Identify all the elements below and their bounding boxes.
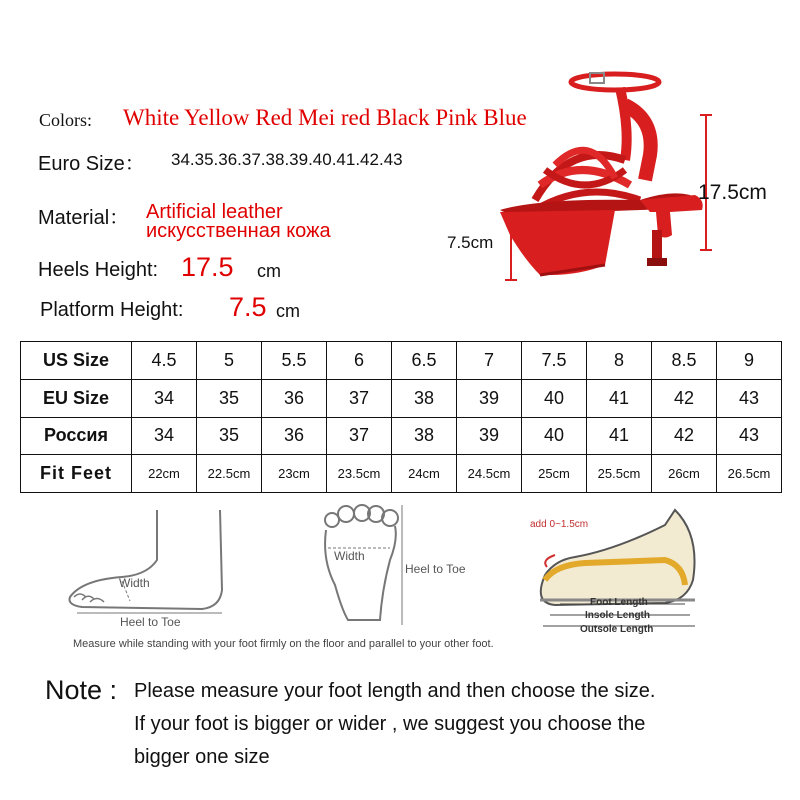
note-line-3: bigger one size bbox=[134, 746, 270, 768]
size-cell: 22cm bbox=[132, 455, 197, 493]
insole-length-label: Insole Length bbox=[585, 610, 650, 621]
heels-height-label: Heels Height: bbox=[38, 259, 159, 281]
side-width-label: Width bbox=[119, 576, 150, 590]
measure-caption: Measure while standing with your foot firmly on the floor and parallel to your other foot. bbox=[73, 638, 494, 650]
size-cell: 25.5cm bbox=[587, 455, 652, 493]
size-cell: 38 bbox=[392, 379, 457, 417]
size-cell: 7.5 bbox=[522, 342, 587, 380]
size-cell: 37 bbox=[327, 379, 392, 417]
material-value-en: Artificial leather bbox=[146, 201, 283, 223]
size-cell: 23.5cm bbox=[327, 455, 392, 493]
size-cell: 42 bbox=[652, 379, 717, 417]
ankle-strap bbox=[571, 74, 659, 90]
size-cell: 22.5cm bbox=[197, 455, 262, 493]
size-cell: 39 bbox=[457, 379, 522, 417]
size-cell: 24.5cm bbox=[457, 455, 522, 493]
heels-height-value: 17.5 bbox=[181, 252, 234, 282]
size-cell: 26.5cm bbox=[717, 455, 782, 493]
size-cell: 6 bbox=[327, 342, 392, 380]
size-cell: 41 bbox=[587, 379, 652, 417]
note-label: Note : bbox=[45, 675, 118, 705]
size-cell: 5 bbox=[197, 342, 262, 380]
size-table-row bbox=[21, 455, 782, 493]
size-cell: 35 bbox=[197, 417, 262, 455]
size-cell: 38 bbox=[392, 417, 457, 455]
size-cell: 25cm bbox=[522, 455, 587, 493]
heel bbox=[640, 195, 703, 238]
note-line-2: If your foot is bigger or wider , we suggest you choose the bbox=[134, 713, 646, 735]
size-cell: 39 bbox=[457, 417, 522, 455]
size-cell: 5.5 bbox=[262, 342, 327, 380]
foot-length-label: Foot Length bbox=[590, 597, 648, 608]
size-cell: 43 bbox=[717, 379, 782, 417]
size-cell: 9 bbox=[717, 342, 782, 380]
size-table bbox=[20, 341, 782, 493]
size-cell: 7 bbox=[457, 342, 522, 380]
euro-size-label: Euro Size： bbox=[38, 153, 145, 175]
top-width-label: Width bbox=[334, 549, 365, 563]
size-row-header: US Size bbox=[21, 342, 132, 380]
size-cell: 36 bbox=[262, 379, 327, 417]
side-view-foot-diagram bbox=[62, 505, 247, 635]
euro-size-value: 34.35.36.37.38.39.40.41.42.43 bbox=[171, 150, 403, 169]
size-cell: 6.5 bbox=[392, 342, 457, 380]
total-height-label: 17.5cm bbox=[698, 181, 767, 204]
size-cell: 37 bbox=[327, 417, 392, 455]
colors-label: Colors: bbox=[39, 110, 93, 130]
size-cell: 34 bbox=[132, 379, 197, 417]
size-cell: 42 bbox=[652, 417, 717, 455]
add-length-note: add 0~1.5cm bbox=[530, 519, 589, 530]
size-cell: 40 bbox=[522, 379, 587, 417]
platform-height-unit: cm bbox=[276, 301, 300, 321]
size-row-header: Россия bbox=[21, 417, 132, 455]
size-cell: 40 bbox=[522, 417, 587, 455]
product-image-red-platform-heel bbox=[440, 60, 790, 290]
side-heel-to-toe-label: Heel to Toe bbox=[120, 615, 181, 629]
size-cell: 35 bbox=[197, 379, 262, 417]
size-cell: 43 bbox=[717, 417, 782, 455]
size-cell: 4.5 bbox=[132, 342, 197, 380]
size-table-row bbox=[21, 417, 782, 455]
heels-height-unit: cm bbox=[257, 261, 281, 281]
size-cell: 26cm bbox=[652, 455, 717, 493]
size-cell: 41 bbox=[587, 417, 652, 455]
size-row-header: EU Size bbox=[21, 379, 132, 417]
material-value-ru: искусственная кожа bbox=[146, 220, 331, 242]
top-view-foot-diagram bbox=[310, 500, 490, 635]
material-label: Material： bbox=[38, 207, 130, 229]
outsole-length-label: Outsole Length bbox=[580, 624, 654, 635]
size-table-row bbox=[21, 342, 782, 380]
size-cell: 24cm bbox=[392, 455, 457, 493]
colors-value: White Yellow Red Mei red Black Pink Blue bbox=[123, 105, 527, 130]
shoe-length-diagram bbox=[515, 505, 715, 635]
size-cell: 23cm bbox=[262, 455, 327, 493]
size-cell: 36 bbox=[262, 417, 327, 455]
platform-height-label: Platform Height: bbox=[40, 299, 184, 321]
size-cell: 34 bbox=[132, 417, 197, 455]
size-cell: 8.5 bbox=[652, 342, 717, 380]
platform-height-value: 7.5 bbox=[229, 292, 267, 322]
note-line-1: Please measure your foot length and then choose the size. bbox=[134, 680, 656, 702]
size-row-header: Fit Feet bbox=[21, 455, 132, 493]
size-cell: 8 bbox=[587, 342, 652, 380]
platform-height-callout: 7.5cm bbox=[447, 233, 494, 252]
top-heel-to-toe-label: Heel to Toe bbox=[405, 562, 466, 576]
size-table-row bbox=[21, 379, 782, 417]
